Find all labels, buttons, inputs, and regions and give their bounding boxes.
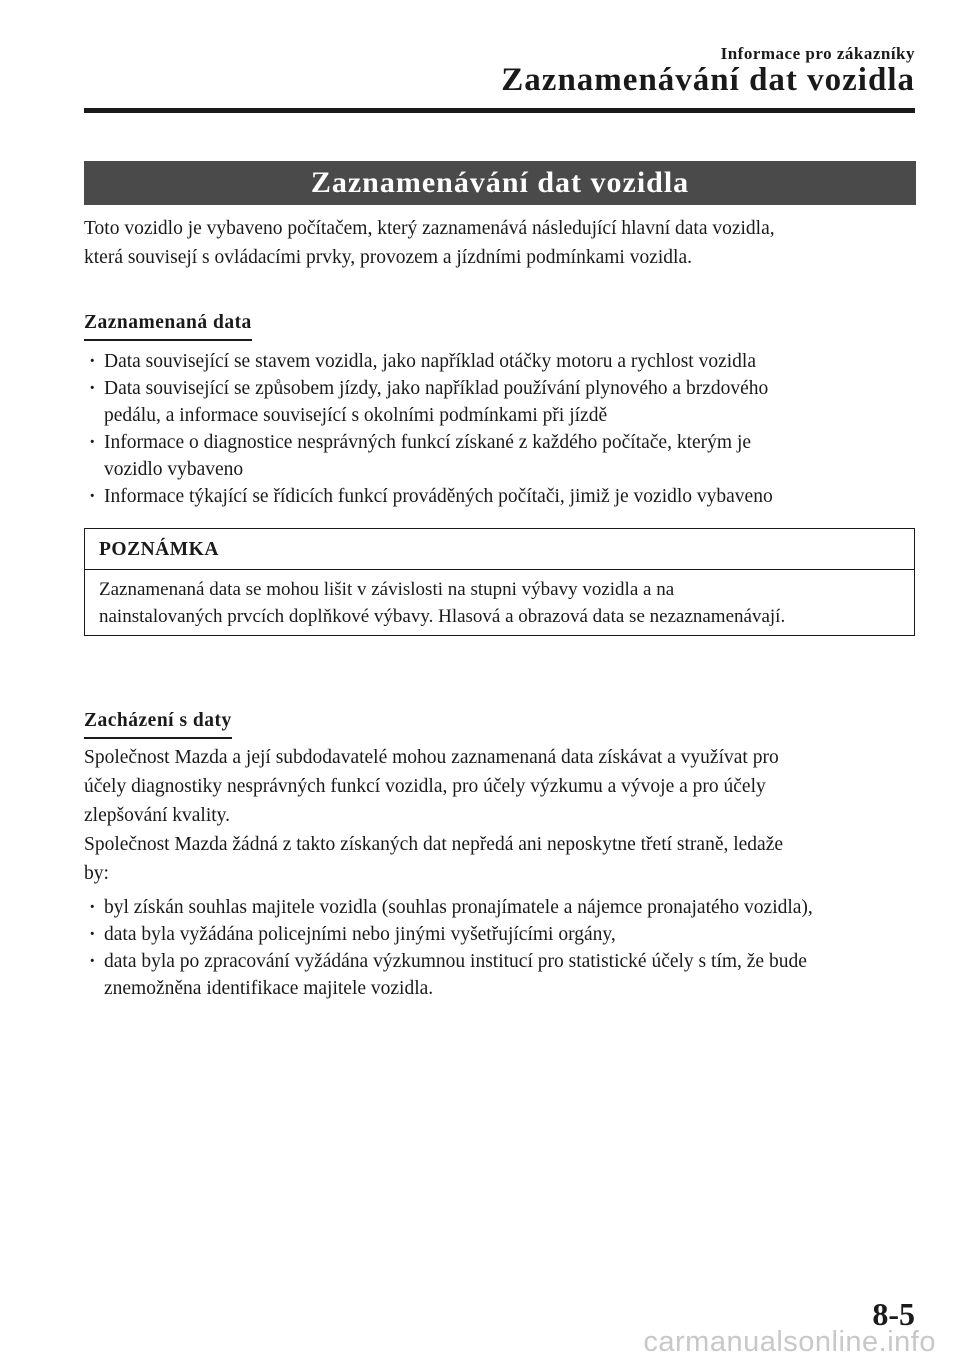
intro-line: Toto vozidlo je vybaveno počítačem, který zaznamenává následující hlavní data vozidla, (84, 218, 775, 239)
list-item (84, 375, 924, 429)
paragraph-line: by: (84, 863, 109, 884)
list-item (84, 948, 924, 1002)
list-item-text: znemožněna identifikace majitele vozidla. (104, 978, 434, 999)
list-item-text: pedálu, a informace související s okolními podmínkami při jízdě (104, 405, 608, 426)
list-item-text: data byla vyžádána policejními nebo jinými vyšetřujícími orgány, (104, 924, 616, 945)
bullet-icon: · (89, 378, 96, 399)
section-title-banner: Zaznamenávání dat vozidla (84, 161, 916, 205)
note-body (85, 570, 914, 630)
list-item-text: Data související se způsobem jízdy, jako například používání plynového a brzdového (104, 378, 769, 399)
data-handling-paragraph (84, 743, 924, 888)
header-rule (84, 108, 915, 113)
list-item (84, 483, 924, 510)
note-line: Zaznamenaná data se mohou lišit v závislosti na stupni výbavy vozidla a na (99, 579, 675, 600)
bullet-icon: · (89, 351, 96, 372)
list-item (84, 348, 924, 375)
paragraph-line: účely diagnostiky nesprávných funkcí vozidla, pro účely výzkumu a vývoje a pro účely (84, 776, 766, 797)
bullet-icon: · (89, 924, 96, 945)
list-item (84, 894, 924, 921)
bullet-icon: · (89, 432, 96, 453)
recorded-data-list (84, 348, 924, 510)
data-handling-heading: Zacházení s daty (84, 708, 232, 739)
note-title: POZNÁMKA (85, 529, 914, 570)
note-box (84, 528, 915, 636)
intro-line: která souvisejí s ovládacími prvky, provozem a jízdními podmínkami vozidla. (84, 247, 692, 268)
bullet-icon: · (89, 486, 96, 507)
note-line: nainstalovaných prvcích doplňkové výbavy. Hlasová a obrazová data se nezaznamenávají. (99, 606, 786, 627)
paragraph-line: Společnost Mazda a její subdodavatelé mohou zaznamenaná data získávat a využívat pro (84, 747, 779, 768)
list-item-text: byl získán souhlas majitele vozidla (souhlas pronajímatele a nájemce pronajatého vozidla), (104, 897, 813, 918)
recorded-data-heading: Zaznamenaná data (84, 310, 252, 341)
paragraph-line: Společnost Mazda žádná z takto získaných dat nepředá ani neposkytne třetí straně, ledaže (84, 834, 784, 855)
list-item-text: Data související se stavem vozidla, jako například otáčky motoru a rychlost vozidla (104, 351, 756, 372)
data-handling-list (84, 894, 924, 1002)
header-title: Zaznamenávání dat vozidla (501, 62, 915, 98)
list-item (84, 921, 924, 948)
list-item-text: vozidlo vybaveno (104, 459, 244, 480)
list-item (84, 429, 924, 483)
bullet-icon: · (89, 897, 96, 918)
intro-paragraph (84, 214, 924, 272)
bullet-icon: · (89, 951, 96, 972)
page-number: 8-5 (872, 1296, 915, 1332)
list-item-text: Informace týkající se řídicích funkcí prováděných počítači, jimiž je vozidlo vybaveno (104, 486, 773, 507)
list-item-text: Informace o diagnostice nesprávných funkcí získané z každého počítače, kterým je (104, 432, 752, 453)
watermark: carmanualsonline.info (643, 1326, 936, 1358)
paragraph-line: zlepšování kvality. (84, 805, 231, 826)
header-category: Informace pro zákazníky (720, 44, 915, 63)
list-item-text: data byla po zpracování vyžádána výzkumnou institucí pro statistické účely s tím, že bude (104, 951, 807, 972)
